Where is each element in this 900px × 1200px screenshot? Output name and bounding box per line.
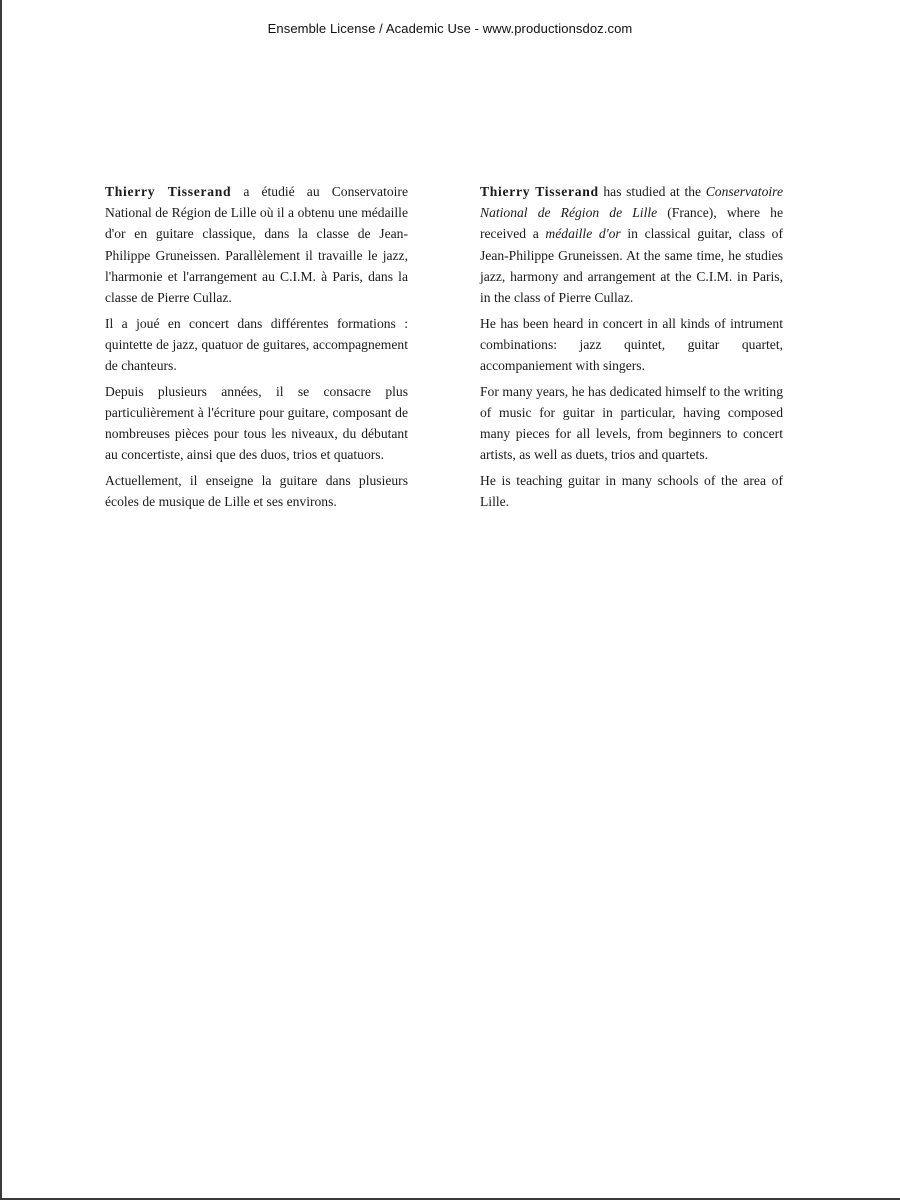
bio-fr-paragraph-2: Il a joué en concert dans différentes formations : quintette de jazz, quatuor de guitares, accompagnement de chanteurs. — [105, 315, 408, 374]
license-header: Ensemble License / Academic Use - www.productionsdoz.com — [267, 21, 633, 36]
bio-en-paragraph-2: He has been heard in concert in all kinds of intrument combinations: jazz quintet, guitar quartet, accompaniement with singers. — [480, 315, 783, 374]
bio-en-paragraph-3: For many years, he has dedicated himself to the writing of music for guitar in particular, having composed many pieces for all levels, from beginners to concert artists, as well as duets, trios and quartets. — [480, 383, 783, 463]
medaille-term: médaille d'or — [545, 226, 621, 242]
bio-fr-paragraph-3: Depuis plusieurs années, il se consacre plus particulièrement à l'écriture pour guitare, composant de nombreuses pièces pour tous les niveaux, du débutant au concertiste, ainsi que des duos, trios et quatuors. — [105, 383, 408, 463]
bio-en-text-a: has studied at the — [598, 184, 706, 199]
bio-en-paragraph-1 — [480, 181, 783, 308]
bio-en-paragraph-4: He is teaching guitar in many schools of the area of Lille. — [480, 472, 783, 510]
biography-french-column — [105, 181, 408, 517]
bio-en-text-b: (France), where he received a — [480, 205, 783, 242]
bio-en-text-c: in classical guitar, class of Jean-Philippe Gruneissen. At the same time, he studies jazz, harmony and arrangement at the C.I.M. in Paris, in the class of Pierre Cullaz. — [480, 226, 784, 306]
biography-english-column — [480, 181, 783, 517]
conservatoire-name: Conservatoire National de Région de Lille — [480, 184, 783, 221]
page-border-left — [0, 0, 2, 1200]
bio-fr-paragraph-4: Actuellement, il enseigne la guitare dans plusieurs écoles de musique de Lille et ses environs. — [105, 472, 408, 510]
composer-name: Thierry Tisserand — [480, 184, 599, 199]
bio-fr-paragraph-1 — [105, 181, 408, 308]
composer-name: Thierry Tisserand — [105, 184, 232, 199]
bio-fr-paragraph-1-text: a étudié au Conservatoire National de Région de Lille où il a obtenu une médaille d'or en guitare classique, dans la classe de Jean-Philippe Gruneissen. Parallèlement il travaille le jazz, l'harmonie et l'arrangement au C.I.M. à Paris, dans la classe de Pierre Cullaz. — [105, 184, 408, 306]
